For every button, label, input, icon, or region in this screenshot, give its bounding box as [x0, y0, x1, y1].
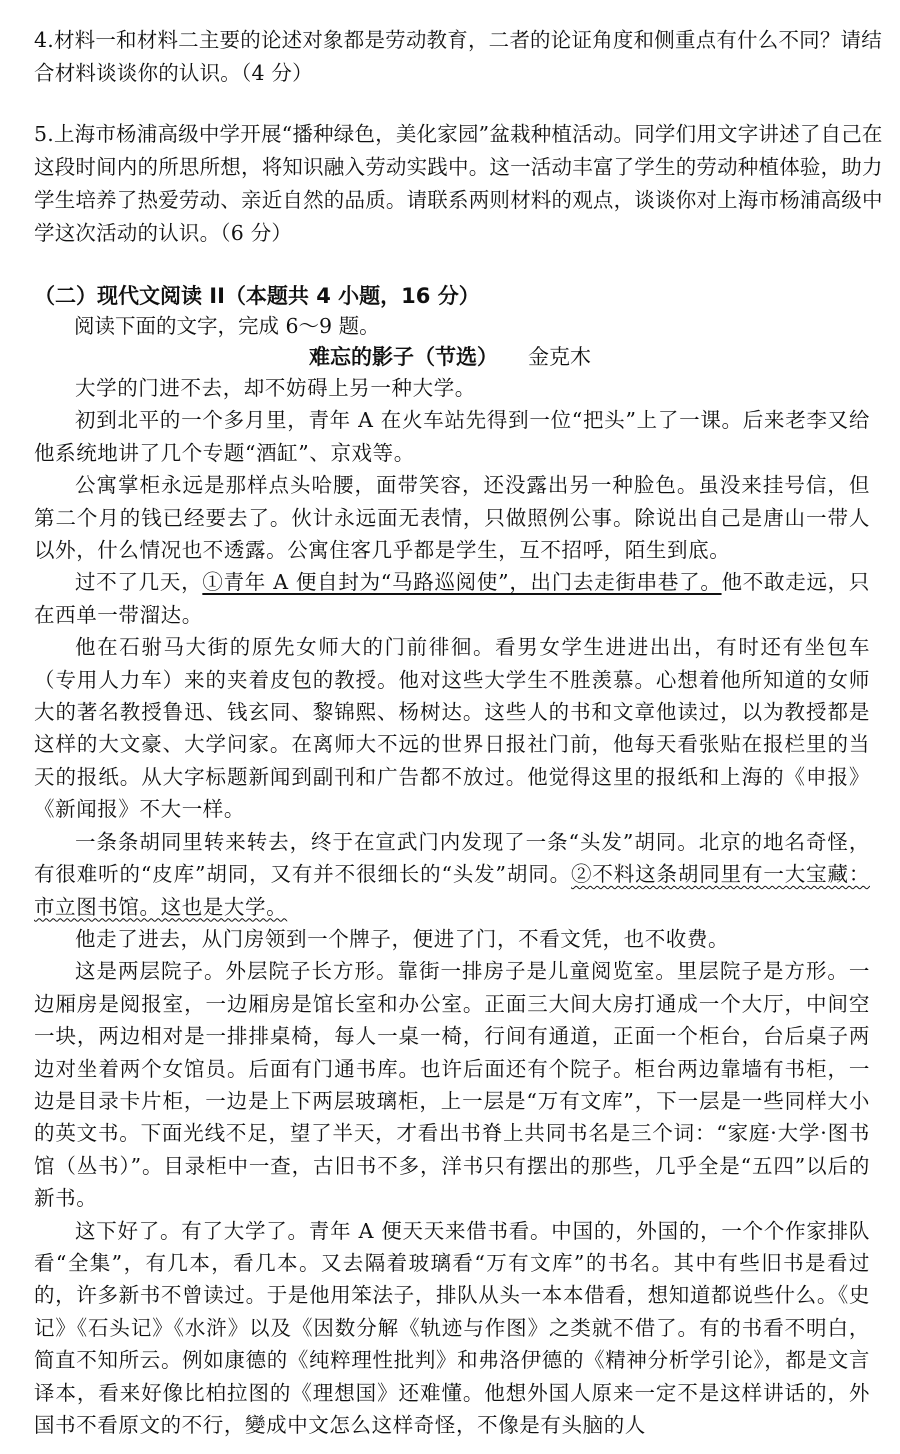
paragraph-6-start: 一条条胡同里转来转去，终于在宣武门内发现了一条“头发”胡同。北京的地名奇怪，有很难听的“皮库”胡同，又有并不很细长的“头发”胡同。 — [34, 829, 870, 887]
question-4: 4.材料一和材料二主要的论述对象都是劳动教育，二者的论证角度和侧重点有什么不同？请结合材料谈谈你的认识。（4 分） — [34, 28, 882, 85]
underlined-sentence-1: ①青年 A 便自封为“马路巡阅使”，出门去走街串巷了。 — [202, 570, 722, 595]
paragraph-4-start: 过不了几天， — [75, 570, 203, 595]
question-5: 5.上海市杨浦高级中学开展“播种绿色，美化家园”盆栽种植活动。同学们用文字讲述了自己在这段时间内的所思所想，将知识融入劳动实践中。这一活动丰富了学生的劳动种植体验，助力学生培养了热爱劳动、亲近自然的品质。请联系两则材料的观点，谈谈你对上海市杨浦高级中学这次活动的认识。（6 分） — [34, 122, 883, 245]
paragraph-4 — [34, 566, 870, 631]
paragraph-5: 他在石驸马大街的原先女师大的门前徘徊。看男女学生进进出出，有时还有坐包车（专用人力车）来的夹着皮包的教授。他对这些大学生不胜羡慕。心想着他所知道的女师大的著名教授鲁迅、钱玄同、黎锦熙、杨树达。这些人的书和文章他读过，以为教授都是这样的大文豪、大学问家。在离师大不远的世界日报社门前，他每天看张贴在报栏里的当天的报纸。从大字标题新闻到副刊和广告都不放过。他觉得这里的报纸和上海的《申报》《新闻报》不大一样。 — [34, 635, 870, 822]
paragraph-7: 他走了进去，从门房领到一个牌子，便进了门，不看文凭，也不收费。 — [75, 926, 730, 951]
article-title-line — [0, 341, 900, 373]
paragraph-6 — [34, 826, 870, 923]
article-title: 难忘的影子（节选） — [309, 345, 498, 369]
paragraph-2: 初到北平的一个多月里，青年 A 在火车站先得到一位“把头”上了一课。后来老李又给他系统地讲了几个专题“酒缸”、京戏等。 — [34, 408, 870, 465]
underlined-sentence-2: ②不料这条胡同里有一大宝藏：市立图书馆。这也是大学。 — [34, 862, 870, 919]
article-author: 金克木 — [528, 345, 591, 369]
paragraph-4-end: 他不敢走远，只在西单一带溜达。 — [34, 570, 870, 627]
paragraph-8: 这是两层院子。外层院子长方形。靠街一排房子是儿童阅览室。里层院子是方形。一边厢房是阅报室，一边厢房是馆长室和办公室。正面三大间大房打通成一个大厅，中间空一块，两边相对是一排排桌椅，每人一桌一椅，行间有通道，正面一个柜台，台后桌子两边对坐着两个女馆员。后面有门通书库。也许后面还有个院子。柜台两边靠墙有书柜，一边是目录卡片柜，一边是上下两层玻璃柜，上一层是“万有文库”，下一层是一些同样大小的英文书。下面光线不足，望了半天，才看出书脊上共同书名是三个词：“家庭·大学·图书馆（丛书）”。目录柜中一查，古旧书不多，洋书只有摆出的那些，几乎全是“五四”以后的新书。 — [34, 959, 870, 1211]
paragraph-9: 这下好了。有了大学了。青年 A 便天天来借书看。中国的，外国的，一个个作家排队看“全集”，有几本，看几本。又去隔着玻璃看“万有文库”的书名。其中有些旧书是看过的，许多新书不曾读过。于是他用笨法子，排队从头一本本借看，想知道都说些什么。《史记》《石头记》《水浒》以及《因数分解《轨迹与作图》之类就不借了。有的书看不明白，简直不知所云。例如康德的《纯粹理性批判》和弗洛伊德的《精神分析学引论》，都是文言译本，看来好像比柏拉图的《理想国》还难懂。他想外国人原来一定不是这样讲话的，外国书不看原文的不行，變成中文怎么这样奇怪，不像是有头脑的人 — [34, 1218, 870, 1437]
reading-instruction: 阅读下面的文字，完成 6～9 题。 — [74, 314, 380, 338]
article-body — [34, 372, 870, 1441]
paragraph-1: 大学的门进不去，却不妨碍上另一种大学。 — [75, 376, 476, 400]
section-heading: （二）现代文阅读 II（本题共 4 小题，16 分） — [34, 284, 480, 308]
paragraph-3: 公寓掌柜永远是那样点头哈腰，面带笑容，还没露出另一种脸色。虽没来挂号信，但第二个月的钱已经要去了。伙计永远面无表情，只做照例公事。除说出自己是唐山一带人以外，什么情况也不透露。公寓住客几乎都是学生，互不招呼，陌生到底。 — [34, 473, 870, 563]
